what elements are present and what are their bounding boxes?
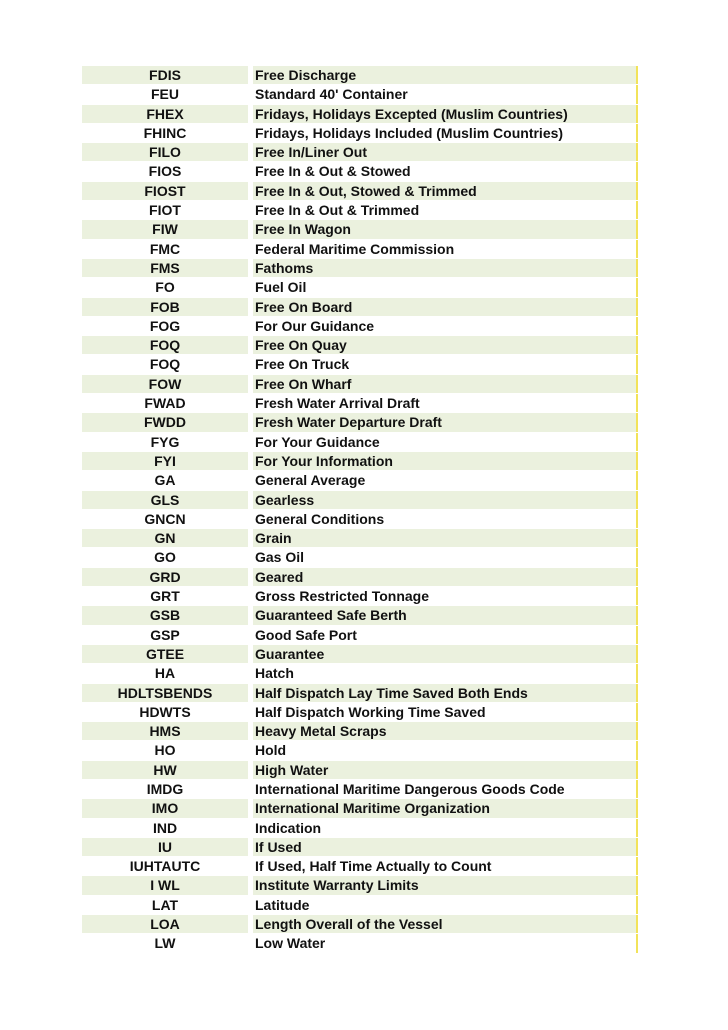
abbreviation-cell: FOQ [82,355,248,373]
definition-cell: International Maritime Dangerous Goods Code [253,780,638,798]
definition-cell: International Maritime Organization [253,799,638,817]
table-row [82,182,638,201]
definition-cell: Latitude [253,896,638,914]
abbreviation-cell: FOG [82,317,248,335]
definition-cell: Heavy Metal Scraps [253,722,638,740]
definition-cell: Standard 40' Container [253,85,638,103]
table-row [82,143,638,162]
abbreviation-cell: FEU [82,85,248,103]
definition-cell: Free On Quay [253,336,638,354]
table-row [82,201,638,220]
table-row [82,529,638,548]
definition-cell: Fuel Oil [253,278,638,296]
abbreviation-cell: FDIS [82,66,248,84]
definition-cell: Geared [253,568,638,586]
abbreviation-cell: IND [82,819,248,837]
abbreviation-cell: FIOST [82,182,248,200]
abbreviation-cell: FIOS [82,162,248,180]
table-row [82,375,638,394]
definition-cell: Fresh Water Departure Draft [253,413,638,431]
abbreviation-cell: FIOT [82,201,248,219]
abbreviation-cell: FO [82,278,248,296]
abbreviation-cell: LW [82,934,248,952]
definition-cell: Good Safe Port [253,626,638,644]
table-row [82,915,638,934]
table-row [82,240,638,259]
abbreviation-cell: FWAD [82,394,248,412]
table-row [82,780,638,799]
abbreviation-cell: GA [82,471,248,489]
definition-cell: General Average [253,471,638,489]
table-row [82,857,638,876]
abbreviation-cell: LAT [82,896,248,914]
table-row [82,684,638,703]
definition-cell: If Used [253,838,638,856]
table-row [82,355,638,374]
definition-cell: For Your Guidance [253,433,638,451]
abbreviation-cell: GSP [82,626,248,644]
definition-cell: Fresh Water Arrival Draft [253,394,638,412]
definition-cell: Fridays, Holidays Included (Muslim Countries) [253,124,638,142]
table-row [82,838,638,857]
definition-cell: Hatch [253,664,638,682]
abbreviation-cell: IUHTAUTC [82,857,248,875]
table-row [82,510,638,529]
abbreviation-cell: GSB [82,606,248,624]
table-row [82,741,638,760]
abbreviation-cell: GNCN [82,510,248,528]
abbreviation-cell: FMS [82,259,248,277]
abbreviation-cell: IMDG [82,780,248,798]
definition-cell: General Conditions [253,510,638,528]
abbreviation-cell: HW [82,761,248,779]
table-row [82,626,638,645]
table-row [82,664,638,683]
definition-cell: For Your Information [253,452,638,470]
abbreviation-cell: HMS [82,722,248,740]
glossary-table [82,66,638,954]
definition-cell: Institute Warranty Limits [253,876,638,894]
abbreviation-cell: FHEX [82,105,248,123]
definition-cell: Hold [253,741,638,759]
table-row [82,413,638,432]
abbreviation-cell: IU [82,838,248,856]
table-row [82,587,638,606]
table-row [82,761,638,780]
abbreviation-cell: FYG [82,433,248,451]
table-row [82,568,638,587]
table-row [82,433,638,452]
table-row [82,799,638,818]
abbreviation-cell: FIW [82,220,248,238]
table-row [82,645,638,664]
abbreviation-cell: GTEE [82,645,248,663]
abbreviation-cell: LOA [82,915,248,933]
definition-cell: Free In & Out & Trimmed [253,201,638,219]
table-row [82,703,638,722]
definition-cell: Fridays, Holidays Excepted (Muslim Countries) [253,105,638,123]
definition-cell: Federal Maritime Commission [253,240,638,258]
abbreviation-cell: FYI [82,452,248,470]
table-row [82,876,638,895]
definition-cell: Free On Wharf [253,375,638,393]
table-row [82,298,638,317]
abbreviation-cell: GRT [82,587,248,605]
table-row [82,85,638,104]
definition-cell: Free In Wagon [253,220,638,238]
definition-cell: Free In/Liner Out [253,143,638,161]
table-row [82,819,638,838]
abbreviation-cell: FOW [82,375,248,393]
definition-cell: For Our Guidance [253,317,638,335]
abbreviation-cell: GRD [82,568,248,586]
definition-cell: Free Discharge [253,66,638,84]
definition-cell: High Water [253,761,638,779]
table-row [82,548,638,567]
table-row [82,162,638,181]
table-row [82,66,638,85]
abbreviation-cell: HDWTS [82,703,248,721]
table-row [82,278,638,297]
definition-cell: Free On Board [253,298,638,316]
definition-cell: Free In & Out & Stowed [253,162,638,180]
table-row [82,491,638,510]
table-row [82,471,638,490]
table-row [82,317,638,336]
abbreviation-cell: HO [82,741,248,759]
definition-cell: Low Water [253,934,638,952]
table-row [82,220,638,239]
definition-cell: Indication [253,819,638,837]
table-row [82,896,638,915]
table-row [82,124,638,143]
definition-cell: If Used, Half Time Actually to Count [253,857,638,875]
abbreviation-cell: I WL [82,876,248,894]
abbreviation-cell: FOQ [82,336,248,354]
definition-cell: Gearless [253,491,638,509]
definition-cell: Free In & Out, Stowed & Trimmed [253,182,638,200]
table-row [82,934,638,953]
definition-cell: Gross Restricted Tonnage [253,587,638,605]
abbreviation-cell: FMC [82,240,248,258]
abbreviation-cell: FILO [82,143,248,161]
abbreviation-cell: GO [82,548,248,566]
abbreviation-cell: FHINC [82,124,248,142]
table-row [82,452,638,471]
table-row [82,336,638,355]
definition-cell: Grain [253,529,638,547]
abbreviation-cell: FOB [82,298,248,316]
definition-cell: Half Dispatch Lay Time Saved Both Ends [253,684,638,702]
definition-cell: Half Dispatch Working Time Saved [253,703,638,721]
table-row [82,105,638,124]
definition-cell: Fathoms [253,259,638,277]
definition-cell: Gas Oil [253,548,638,566]
abbreviation-cell: FWDD [82,413,248,431]
abbreviation-cell: HA [82,664,248,682]
definition-cell: Guaranteed Safe Berth [253,606,638,624]
table-row [82,259,638,278]
definition-cell: Free On Truck [253,355,638,373]
abbreviation-cell: IMO [82,799,248,817]
table-row [82,394,638,413]
table-row [82,722,638,741]
abbreviation-cell: GLS [82,491,248,509]
abbreviation-cell: GN [82,529,248,547]
table-row [82,606,638,625]
abbreviation-cell: HDLTSBENDS [82,684,248,702]
definition-cell: Length Overall of the Vessel [253,915,638,933]
definition-cell: Guarantee [253,645,638,663]
